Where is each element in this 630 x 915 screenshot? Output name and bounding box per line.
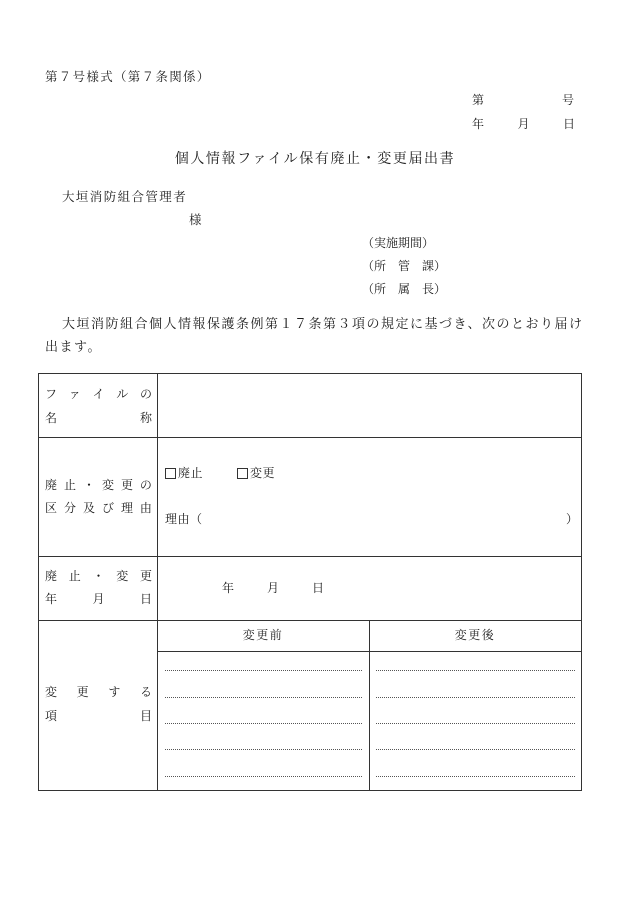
submission-date bbox=[472, 116, 575, 132]
form-number: 第７号様式（第７条関係） bbox=[45, 69, 211, 84]
entry-line bbox=[376, 723, 575, 724]
entry-line bbox=[165, 776, 362, 777]
entry-line bbox=[165, 723, 362, 724]
after-change-field[interactable] bbox=[372, 654, 578, 788]
change-date-year: 年 bbox=[222, 581, 235, 595]
reason-label: 理由（ bbox=[165, 512, 203, 526]
change-date-day: 日 bbox=[312, 581, 325, 595]
abolish-option-label: 廃止 bbox=[178, 466, 204, 480]
file-name-label-line1: フ ァ イ ル の bbox=[45, 387, 152, 401]
entry-line bbox=[376, 697, 575, 698]
document-number bbox=[472, 92, 574, 108]
reason-field[interactable] bbox=[205, 509, 563, 529]
before-change-field[interactable] bbox=[160, 654, 366, 788]
change-option-label: 変更 bbox=[250, 466, 276, 480]
submission-date-year: 年 bbox=[472, 117, 485, 131]
entry-line bbox=[376, 670, 575, 671]
row-divider bbox=[38, 556, 582, 557]
addressee-name: 大垣消防組合管理者 bbox=[62, 189, 188, 204]
document-title: 個人情報ファイル保有廃止・変更届出書 bbox=[174, 151, 456, 167]
change-date-label-line2: 年 月 日 bbox=[45, 592, 152, 606]
file-name-field[interactable] bbox=[160, 376, 578, 434]
entry-line bbox=[376, 776, 575, 777]
sender-division: （所 管 課） bbox=[362, 259, 447, 273]
addressee-honorific: 様 bbox=[189, 212, 202, 227]
change-date-label-line1: 廃 止 ・ 変 更 bbox=[45, 569, 152, 583]
category-label-line2: 区 分 及 び 理 由 bbox=[45, 501, 152, 515]
column-divider bbox=[369, 620, 370, 791]
entry-line bbox=[165, 670, 362, 671]
before-change-header: 変更前 bbox=[242, 628, 284, 642]
category-label-line1: 廃 止 ・ 変 更 の bbox=[45, 478, 152, 492]
row-divider bbox=[38, 437, 582, 438]
sender-agency: （実施期間） bbox=[362, 236, 435, 250]
changed-items-label-line1: 変 更 す る bbox=[45, 685, 152, 699]
entry-line bbox=[376, 749, 575, 750]
subheader-divider bbox=[157, 651, 582, 652]
entry-line bbox=[165, 749, 362, 750]
entry-line bbox=[165, 697, 362, 698]
change-date-field[interactable] bbox=[160, 559, 578, 617]
submission-date-day: 日 bbox=[562, 117, 575, 131]
change-checkbox[interactable] bbox=[237, 468, 248, 479]
sender-head: （所 属 長） bbox=[362, 282, 447, 296]
abolish-checkbox[interactable] bbox=[165, 468, 176, 479]
submission-date-month: 月 bbox=[517, 117, 530, 131]
column-divider bbox=[157, 373, 158, 791]
change-date-month: 月 bbox=[267, 581, 280, 595]
file-name-label-line2: 名 称 bbox=[45, 411, 152, 425]
document-number-prefix: 第 bbox=[472, 93, 485, 107]
changed-items-label-line2: 項 目 bbox=[45, 709, 152, 723]
document-number-suffix: 号 bbox=[561, 93, 574, 107]
row-divider bbox=[38, 620, 582, 621]
body-paragraph: 大垣消防組合個人情報保護条例第１７条第３項の規定に基づき、次のとおり届け出ます。 bbox=[45, 317, 584, 355]
after-change-header: 変更後 bbox=[454, 628, 496, 642]
reason-close-paren: ） bbox=[566, 512, 579, 526]
